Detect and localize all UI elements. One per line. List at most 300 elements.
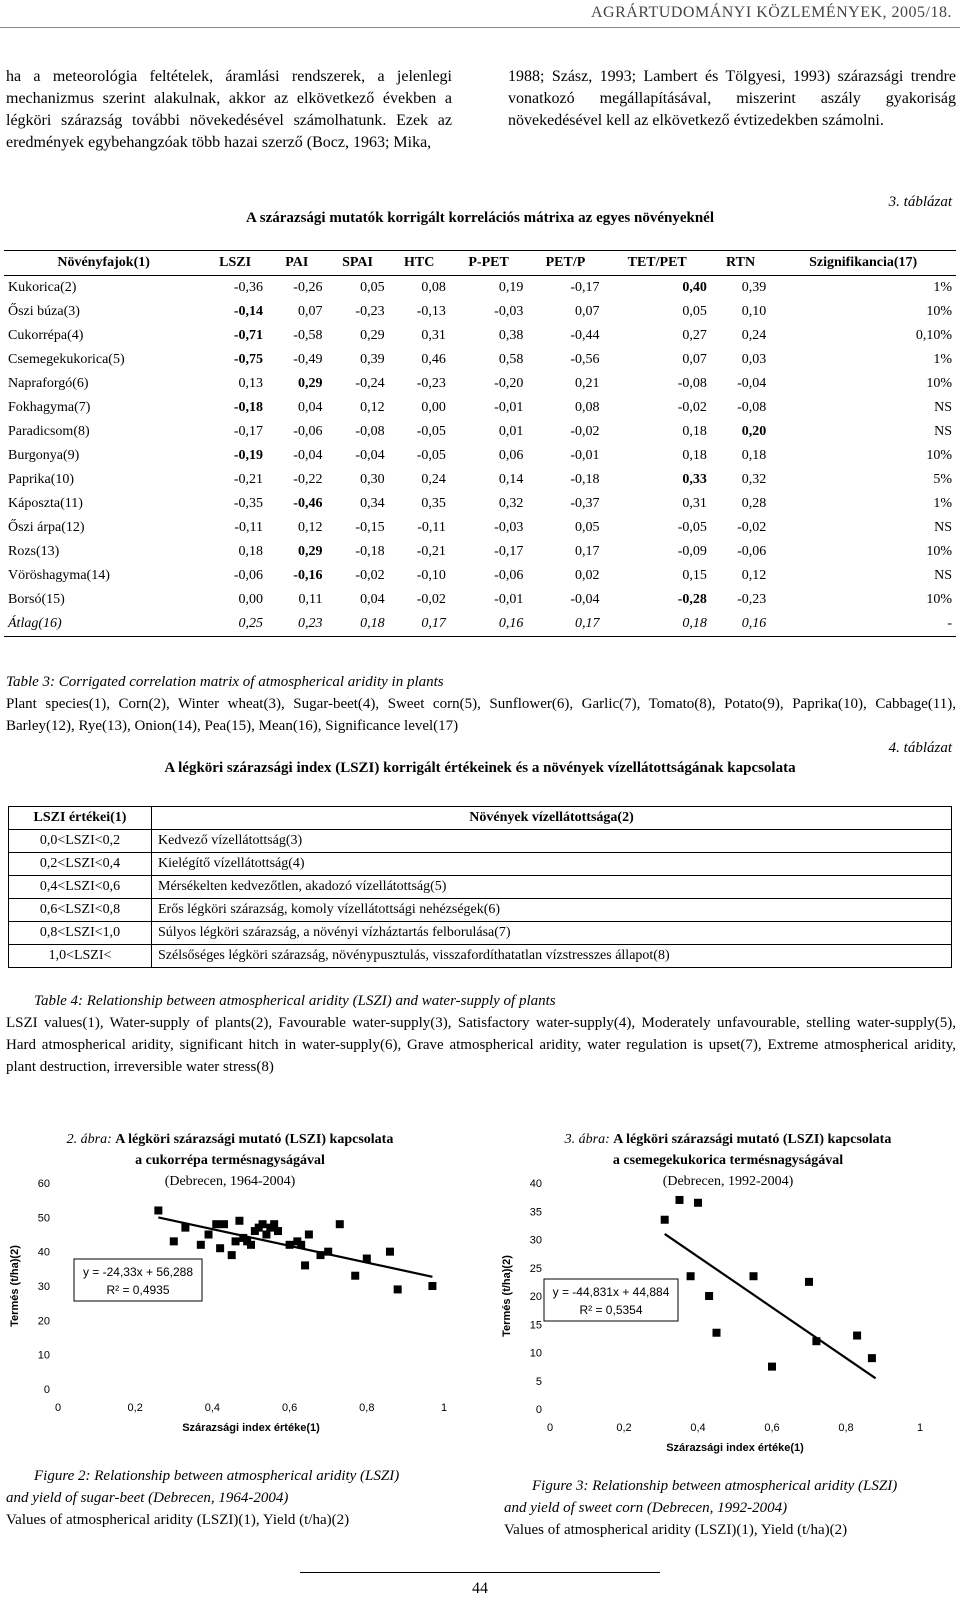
data-point [154,1206,162,1214]
figure2-label: 2. ábra: [66,1132,112,1147]
lszi-range-cell: 0,2<LSZI<0,4 [9,853,152,876]
table3-header-cell: P-PET [450,251,527,276]
value-cell: -0,08 [737,400,767,415]
value-cell: 0,46 [421,352,446,367]
y-tick-label: 0 [43,1384,50,1396]
water-supply-cell: Erős légköri szárazság, komoly vízellátottsági nehézségek(6) [152,899,952,922]
value-cell: 0,07 [575,304,600,319]
r-squared: R² = 0,5354 [579,1303,643,1317]
value-cell: -0,17 [233,424,264,439]
value-cell: -0,06 [737,544,767,559]
species-cell: Paprika(10) [8,472,75,487]
value-cell: -0,03 [494,520,524,535]
value-cell: 0,38 [498,328,524,343]
figure3-title-line1: A légköri szárazsági mutató (LSZI) kapcsolata [613,1132,892,1147]
value-cell: -0,13 [416,304,446,319]
value-cell: -0,75 [233,352,264,367]
table3-legend: Plant species(1), Corn(2), Winter wheat(3), Sugar-beet(4), Sweet corn(5), Sunflower(6), Garlic(7), Tomato(8), Potato(9), Paprika(10), Cabbage(11), Barley(12), Rye(13), Onion(14), Pea(15), Mean(16), Significance level(17) [6,696,956,734]
data-point [170,1237,178,1245]
mean-value-cell: 0,17 [389,612,450,637]
value-cell: 10% [926,592,952,607]
value-cell: -0,71 [233,328,264,343]
value-cell: 0,04 [297,400,323,415]
mean-value-cell: 0,17 [527,612,603,637]
data-point [197,1241,205,1249]
value-cell: 0,07 [682,352,707,367]
value-cell: 0,05 [360,280,385,295]
value-cell: 0,12 [297,520,323,535]
value-cell: 0,32 [741,472,767,487]
value-cell: -0,44 [570,328,600,343]
value-cell: -0,01 [494,400,524,415]
figure2-title-line2: a cukorrépa termésnagyságával [135,1153,325,1168]
water-supply-cell: Mérsékelten kedvezőtlen, akadozó vízellátottság(5) [152,876,952,899]
data-point [305,1231,313,1239]
species-cell: Őszi búza(3) [8,304,80,319]
value-cell: NS [934,424,952,439]
page-number: 44 [472,1580,488,1597]
x-tick-label: 0,4 [690,1422,706,1434]
value-cell: 0,28 [741,496,767,511]
water-supply-cell: Kedvező vízellátottság(3) [152,830,952,853]
value-cell: 0,27 [682,328,707,343]
table-row [9,876,952,899]
mean-value-cell: 0,18 [326,612,388,637]
value-cell: 0,08 [575,400,600,415]
sweet-corn-scatter-chart [500,1175,960,1465]
data-point [363,1255,371,1263]
value-cell: 0,05 [575,520,600,535]
mean-value-cell: 0,16 [450,612,527,637]
species-cell: Napraforgó(6) [8,376,89,391]
value-cell: 0,11 [298,592,323,607]
table-row [4,300,956,324]
value-cell: NS [934,568,952,583]
data-point [386,1248,394,1256]
value-cell: 0,05 [682,304,707,319]
data-point [212,1220,220,1228]
species-cell: Rozs(13) [8,544,60,559]
value-cell: 0,12 [741,568,767,583]
species-cell: Burgonya(9) [8,448,80,463]
mean-value-cell: 0,25 [203,612,267,637]
water-supply-cell: Szélsőséges légköri szárazság, növénypusztulás, visszafordíthatatlan vízstresszes állapot(8) [152,945,952,968]
value-cell: 0,01 [498,424,524,439]
value-cell: 0,30 [360,472,385,487]
value-cell: 10% [926,448,952,463]
y-tick-label: 15 [529,1319,542,1332]
table-row [4,492,956,516]
table-row [4,420,956,444]
value-cell: -0,15 [355,520,385,535]
value-cell: 0,00 [421,400,446,415]
value-cell: 0,21 [575,376,600,391]
value-cell: -0,17 [494,544,524,559]
data-point [694,1199,702,1207]
x-tick-label: 0,6 [281,1402,298,1414]
value-cell: 0,12 [360,400,385,415]
water-supply-cell: Kielégítő vízellátottság(4) [152,853,952,876]
value-cell: -0,09 [677,544,707,559]
figure3-caption: Figure 3: Relationship between atmospherical aridity (LSZI) [532,1478,898,1494]
r-squared: R² = 0,4935 [106,1283,170,1297]
value-cell: 0,18 [238,544,264,559]
y-tick-label: 35 [529,1206,542,1219]
table3-header-cell: Növényfajok(1) [4,251,203,276]
lszi-range-cell: 0,8<LSZI<1,0 [9,922,152,945]
data-point [750,1272,758,1280]
value-cell: 0,39 [741,280,767,295]
value-cell: 0,19 [498,280,524,295]
species-cell: Káposzta(11) [8,496,83,511]
table-row [4,348,956,372]
value-cell: -0,28 [677,592,707,607]
value-cell: -0,14 [233,304,264,319]
species-cell: Kukorica(2) [8,280,77,295]
mean-value-cell: 0,23 [267,612,326,637]
figure2-legend: Values of atmospherical aridity (LSZI)(1), Yield (t/ha)(2) [6,1512,350,1528]
value-cell: -0,11 [234,520,264,535]
species-cell: Cukorrépa(4) [8,328,84,343]
table4-header-cell: Növények vízellátottsága(2) [152,807,952,830]
figure2-period: (Debrecen, 1964-2004) [164,1174,296,1189]
header-divider [0,27,960,28]
species-cell: Fokhagyma(7) [8,400,91,415]
data-point [270,1220,278,1228]
data-point [768,1363,776,1371]
data-point [812,1337,820,1345]
value-cell: 0,24 [741,328,767,343]
value-cell: -0,17 [570,280,600,295]
table-row [4,276,956,301]
y-tick-label: 20 [37,1315,50,1328]
x-tick-label: 0,2 [127,1402,143,1414]
value-cell: 0,07 [297,304,323,319]
value-cell: -0,23 [355,304,385,319]
value-cell: 1% [933,352,952,367]
value-cell: 0,17 [575,544,600,559]
data-point [428,1282,436,1290]
y-tick-label: 20 [529,1291,542,1303]
journal-header: AGRÁRTUDOMÁNYI KÖZLEMÉNYEK, 2005/18. [590,4,952,21]
value-cell: -0,02 [570,424,600,439]
value-cell: -0,11 [417,520,446,535]
table-row [4,372,956,396]
lszi-range-cell: 0,4<LSZI<0,6 [9,876,152,899]
figure3-title-line2: a csemegekukorica termésnagyságával [612,1153,844,1168]
x-tick-label: 0,4 [204,1402,221,1414]
value-cell: 0,10 [741,304,767,319]
y-axis-title: Termés (t/ha)(2) [501,1255,513,1337]
table3-label: 3. táblázat [888,194,952,210]
value-cell: -0,04 [737,376,767,391]
mean-label-cell: Átlag(16) [4,612,203,637]
data-point [713,1329,721,1337]
value-cell: 0,10% [915,328,952,343]
table-row [4,564,956,588]
data-point [259,1220,267,1228]
y-tick-label: 60 [37,1178,50,1190]
value-cell: 0,39 [360,352,385,367]
value-cell: -0,24 [355,376,385,391]
value-cell: 0,18 [741,448,767,463]
x-tick-label: 0,8 [359,1402,375,1414]
value-cell: -0,06 [494,568,524,583]
value-cell: -0,18 [570,472,600,487]
value-cell: -0,46 [293,496,323,511]
data-point [351,1272,359,1280]
table-row [9,945,952,968]
footer-rule [300,1572,660,1573]
table4-label: 4. táblázat [888,740,952,756]
table-row [4,324,956,348]
intro-right-paragraph: 1988; Szász, 1993; Lambert és Tölgyesi, 1993) szárazsági trendre vonatkozó megállapításával, miszerint aszály gyakoriság növekedésével kell az elkövetkező évtizedekben számolni. [508,68,956,129]
value-cell: -0,58 [293,328,323,343]
lszi-range-cell: 0,6<LSZI<0,8 [9,899,152,922]
table3-header-cell: PAI [267,251,326,276]
value-cell: 0,58 [498,352,524,367]
value-cell: -0,02 [677,400,707,415]
value-cell: -0,56 [570,352,600,367]
value-cell: 0,24 [421,472,446,487]
figure3-label: 3. ábra: [564,1132,610,1147]
data-point [286,1241,294,1249]
data-point [232,1237,240,1245]
value-cell: -0,04 [570,592,600,607]
value-cell: -0,05 [677,520,707,535]
y-tick-label: 40 [529,1178,542,1190]
value-cell: -0,05 [416,424,446,439]
value-cell: -0,36 [233,280,264,295]
value-cell: 0,29 [297,376,323,391]
value-cell: 0,18 [682,424,707,439]
value-cell: -0,01 [570,448,600,463]
value-cell: 10% [926,376,952,391]
value-cell: -0,01 [494,592,524,607]
y-tick-label: 30 [37,1281,50,1293]
value-cell: NS [934,400,952,415]
table4-title: A légköri szárazsági index (LSZI) korrigált értékeinek és a növények vízellátottságának kapcsolata [164,760,796,776]
table-row [4,516,956,540]
value-cell: -0,19 [233,448,264,463]
intro-left-paragraph: ha a meteorológia feltételek, áramlási rendszerek, a jelenlegi mechanizmus szerint alakulnak, akkor az elkövetkező években a légköri szárazság további növekedésével számolhatunk. Ezek az eredmények egybehangzóak több hazai szerző (Bocz, 1963; Mika, [6,68,452,151]
x-tick-label: 0,2 [616,1422,632,1434]
value-cell: -0,08 [355,424,385,439]
mean-value-cell: 0,16 [711,612,770,637]
value-cell: -0,22 [293,472,323,487]
value-cell: -0,04 [293,448,323,463]
data-point [235,1217,243,1225]
table3-title: A szárazsági mutatók korrigált korrelációs mátrixa az egyes növényeknél [246,210,714,226]
x-tick-label: 1 [916,1422,924,1434]
value-cell: -0,02 [416,592,446,607]
value-cell: -0,02 [737,520,767,535]
data-point [394,1285,402,1293]
y-axis-title: Termés (t/ha)(2) [9,1245,21,1327]
table4-caption: Table 4: Relationship between atmospherical aridity (LSZI) and water-supply of plants [34,993,556,1009]
figure2-caption: Figure 2: Relationship between atmospherical aridity (LSZI) [34,1468,400,1484]
x-axis-title: Szárazsági index értéke(1) [666,1442,804,1454]
table-row [9,899,952,922]
value-cell: 0,08 [421,280,446,295]
water-supply-table [8,806,952,968]
x-axis-title: Szárazsági index értéke(1) [182,1422,320,1434]
table3-header-cell: HTC [389,251,450,276]
data-point [228,1251,236,1259]
value-cell: 0,20 [741,424,767,439]
data-point [705,1292,713,1300]
data-point [301,1261,309,1269]
value-cell: 0,32 [498,496,524,511]
y-tick-label: 10 [37,1349,50,1362]
data-point [853,1332,861,1340]
data-point [661,1216,669,1224]
table-row [9,830,952,853]
value-cell: 0,02 [575,568,600,583]
value-cell: 0,29 [360,328,385,343]
x-tick-label: 0 [546,1422,554,1434]
value-cell: 0,00 [238,592,264,607]
table3-header-cell: TET/PET [604,251,711,276]
value-cell: 0,14 [498,472,524,487]
x-tick-label: 0 [54,1402,62,1414]
value-cell: 0,03 [741,352,767,367]
value-cell: -0,20 [494,376,524,391]
lszi-range-cell: 1,0<LSZI< [9,945,152,968]
value-cell: -0,21 [416,544,446,559]
data-point [262,1231,270,1239]
x-tick-label: 0,8 [838,1422,854,1434]
lszi-range-cell: 0,0<LSZI<0,2 [9,830,152,853]
table-row [9,922,952,945]
value-cell: 0,29 [297,544,323,559]
value-cell: 10% [926,304,952,319]
table-row [4,468,956,492]
value-cell: 0,15 [682,568,707,583]
x-tick-label: 1 [440,1402,448,1414]
value-cell: 10% [926,544,952,559]
y-tick-label: 0 [535,1404,542,1416]
value-cell: 5% [933,472,952,487]
species-cell: Csemegekukorica(5) [8,352,125,367]
water-supply-cell: Súlyos légköri szárazság, a növényi vízháztartás felborulása(7) [152,922,952,945]
value-cell: 0,31 [421,328,446,343]
mean-row [4,612,956,637]
value-cell: -0,18 [355,544,385,559]
value-cell: -0,03 [494,304,524,319]
species-cell: Paradicsom(8) [8,424,90,439]
value-cell: 1% [933,496,952,511]
data-point [216,1244,224,1252]
data-point [297,1241,305,1249]
figure3-legend: Values of atmospherical aridity (LSZI)(1), Yield (t/ha)(2) [504,1522,848,1538]
trend-line [665,1234,876,1378]
value-cell: 0,13 [238,376,264,391]
table-row [4,396,956,420]
value-cell: 0,33 [682,472,707,487]
figure3-period: (Debrecen, 1992-2004) [662,1174,794,1189]
correlation-matrix-table [4,250,956,637]
table3-header-cell: RTN [711,251,770,276]
value-cell: -0,18 [233,400,264,415]
table-row [4,540,956,564]
regression-equation: y = -24,33x + 56,288 [82,1265,194,1279]
species-cell: Őszi árpa(12) [8,520,85,535]
mean-value-cell: - [770,612,956,637]
table-row [9,853,952,876]
data-point [247,1241,255,1249]
table3-header-cell: Szignifikancia(17) [770,251,956,276]
species-cell: Borsó(15) [8,592,65,607]
value-cell: NS [934,520,952,535]
table3-header-cell: SPAI [326,251,388,276]
data-point [324,1248,332,1256]
figure3-caption-line2: and yield of sweet corn (Debrecen, 1992-2004) [504,1500,788,1516]
value-cell: -0,49 [293,352,323,367]
y-tick-label: 25 [529,1262,542,1275]
value-cell: -0,05 [416,448,446,463]
value-cell: 0,40 [682,280,707,295]
value-cell: -0,23 [416,376,446,391]
data-point [205,1231,213,1239]
regression-equation: y = -44,831x + 44,884 [552,1285,670,1299]
table3-caption: Table 3: Corrigated correlation matrix of atmospherical aridity in plants [6,674,444,690]
value-cell: 0,06 [498,448,524,463]
data-point [220,1220,228,1228]
data-point [868,1354,876,1362]
sugar-beet-scatter-chart [0,1175,470,1450]
value-cell: -0,08 [677,376,707,391]
y-tick-label: 50 [37,1212,50,1225]
data-point [676,1196,684,1204]
value-cell: -0,37 [570,496,600,511]
x-tick-label: 0,6 [764,1422,780,1434]
value-cell: 0,31 [682,496,707,511]
value-cell: -0,02 [355,568,385,583]
data-point [181,1224,189,1232]
value-cell: -0,26 [293,280,323,295]
value-cell: -0,21 [233,472,264,487]
value-cell: -0,35 [233,496,264,511]
data-point [687,1272,695,1280]
data-point [274,1227,282,1235]
value-cell: -0,10 [416,568,446,583]
value-cell: 0,04 [360,592,385,607]
figure2-caption-line2: and yield of sugar-beet (Debrecen, 1964-2004) [6,1490,289,1506]
table3-header-cell: LSZI [203,251,267,276]
value-cell: -0,06 [293,424,323,439]
value-cell: -0,16 [293,568,323,583]
value-cell: -0,04 [355,448,385,463]
y-tick-label: 10 [529,1347,542,1360]
data-point [316,1251,324,1259]
value-cell: 0,18 [682,448,707,463]
species-cell: Vöröshagyma(14) [8,568,110,583]
value-cell: -0,06 [233,568,264,583]
value-cell: -0,23 [737,592,767,607]
y-tick-label: 40 [37,1246,50,1259]
table4-header-cell: LSZI értékei(1) [9,807,152,830]
data-point [805,1278,813,1286]
y-tick-label: 5 [535,1375,542,1388]
table-row [4,444,956,468]
table4-legend: LSZI values(1), Water-supply of plants(2), Favourable water-supply(3), Satisfactory water-supply(4), Moderately unfavourable, stelling water-supply(5), Hard atmospherical aridity, significant hitch in water-supply(6), Grave atmospherical aridity, water regulation is upset(7), Extreme atmospherical aridity, plant destruction, irreversible water stress(8) [6,1015,956,1075]
y-tick-label: 30 [529,1234,542,1247]
value-cell: 0,34 [360,496,385,511]
value-cell: 0,35 [421,496,446,511]
figure2-title-line1: A légköri szárazsági mutató (LSZI) kapcsolata [115,1132,394,1147]
value-cell: 1% [933,280,952,295]
